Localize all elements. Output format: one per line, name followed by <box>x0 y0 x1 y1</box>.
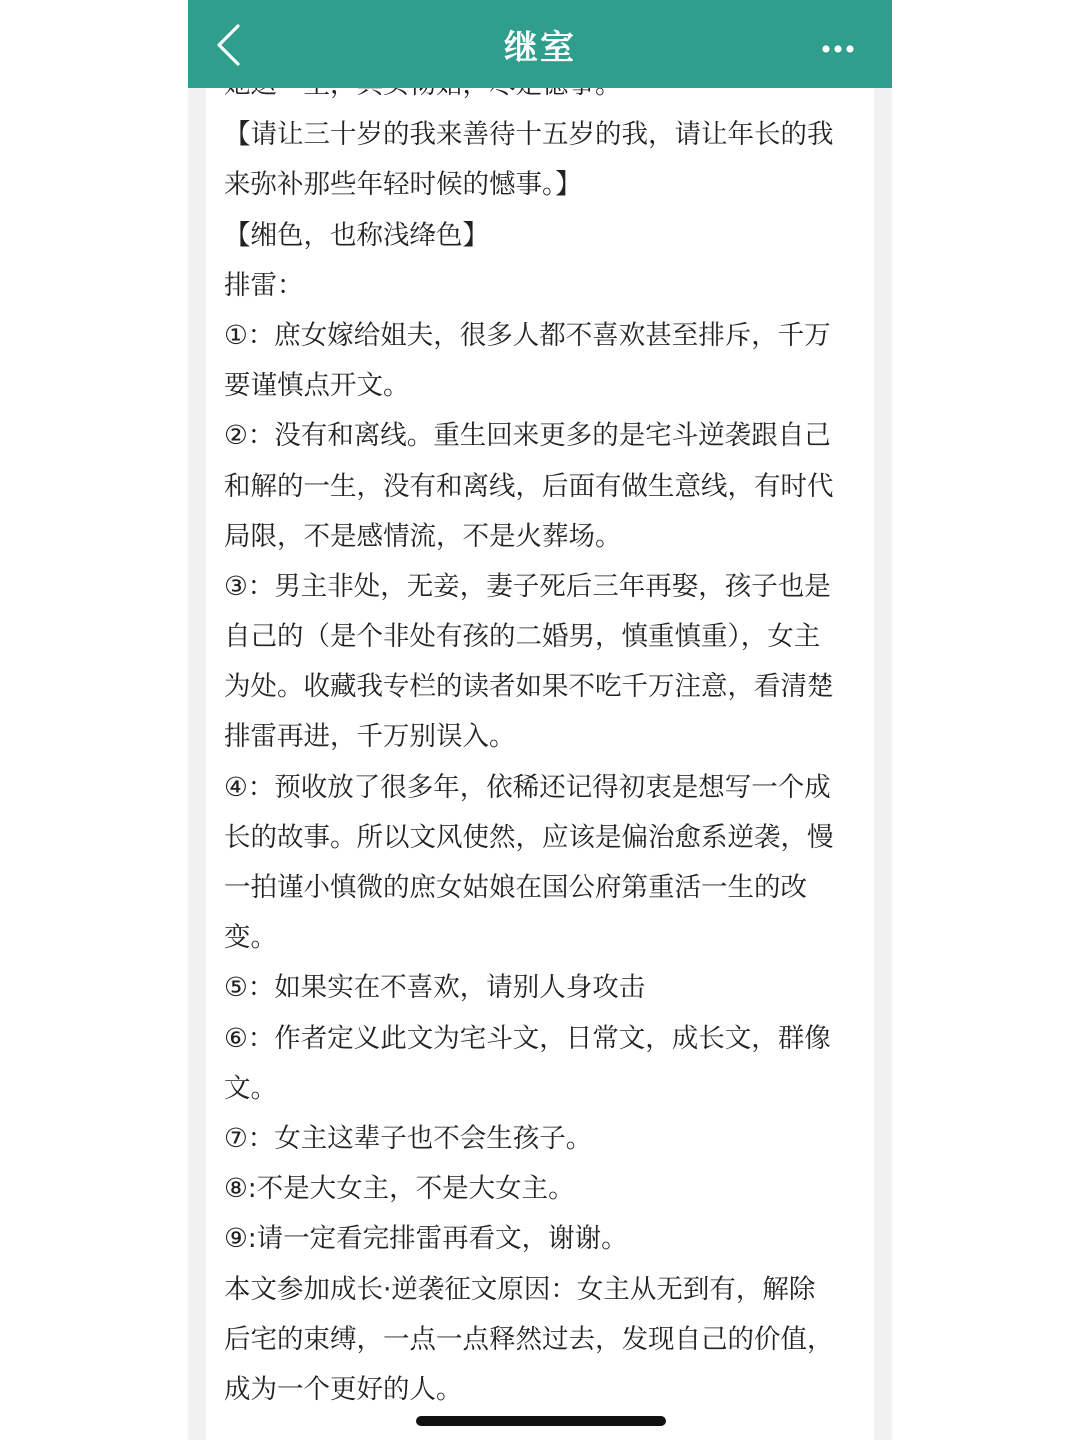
text-line: 要谨慎点开文。 <box>224 370 410 402</box>
more-button[interactable] <box>818 32 858 66</box>
text-line: 文。 <box>224 1072 277 1104</box>
top-nav-bar <box>188 0 892 88</box>
ellipsis-icon <box>821 44 855 54</box>
text-line: ⑧:不是大女主，不是大女主。 <box>224 1173 575 1205</box>
text-line: 一拍谨小慎微的庶女姑娘在国公府第重活一生的改 <box>224 872 807 903</box>
text-line: 成为一个更好的人。 <box>224 1373 463 1405</box>
article-text <box>224 60 864 1415</box>
text-line: 为处。收藏我专栏的读者如果不吃千万注意，看清楚 <box>224 671 834 703</box>
text-line: ②：没有和离线。重生回来更多的是宅斗逆袭跟自己 <box>224 420 831 452</box>
phone-screen <box>188 0 892 1440</box>
text-line: 和解的一生，没有和离线，后面有做生意线，有时代 <box>224 470 834 502</box>
text-line: ⑨:请一定看完排雷再看文，谢谢。 <box>224 1223 628 1255</box>
text-line: 自己的（是个非处有孩的二婚男，慎重慎重），女主 <box>224 621 821 653</box>
home-indicator[interactable] <box>416 1416 666 1426</box>
text-line: 本文参加成长·逆袭征文原因：女主从无到有，解除 <box>224 1273 816 1305</box>
text-line: 排雷： <box>224 269 304 301</box>
page-title: 继室 <box>504 28 576 68</box>
text-line: ④：预收放了很多年，依稀还记得初衷是想写一个成 <box>224 771 831 803</box>
text-line: 局限，不是感情流，不是火葬场。 <box>224 520 622 552</box>
text-line: 排雷再进，千万别误入。 <box>224 721 516 753</box>
text-line: ③：男主非处，无妾，妻子死后三年再娶，孩子也是 <box>224 570 831 602</box>
text-line: ⑤：如果实在不喜欢，请别人身攻击 <box>224 972 646 1004</box>
text-line: 来弥补那些年轻时候的憾事。】 <box>224 169 582 201</box>
text-line: 【请让三十岁的我来善待十五岁的我，请让年长的我 <box>224 119 834 151</box>
text-line: ⑦：女主这辈子也不会生孩子。 <box>224 1122 593 1154</box>
text-line: 变。 <box>224 922 277 954</box>
text-line: 后宅的束缚，一点一点释然过去，发现自己的价值， <box>224 1323 834 1355</box>
text-line: ①：庶女嫁给姐夫，很多人都不喜欢甚至排斥，千万 <box>224 319 831 351</box>
text-line: 【缃色，也称浅绛色】 <box>224 219 489 251</box>
text-line: ⑥：作者定义此文为宅斗文，日常文，成长文，群像 <box>224 1022 831 1054</box>
article-content[interactable] <box>206 0 874 1440</box>
text-line: 长的故事。所以文风使然，应该是偏治愈系逆袭，慢 <box>224 821 834 853</box>
